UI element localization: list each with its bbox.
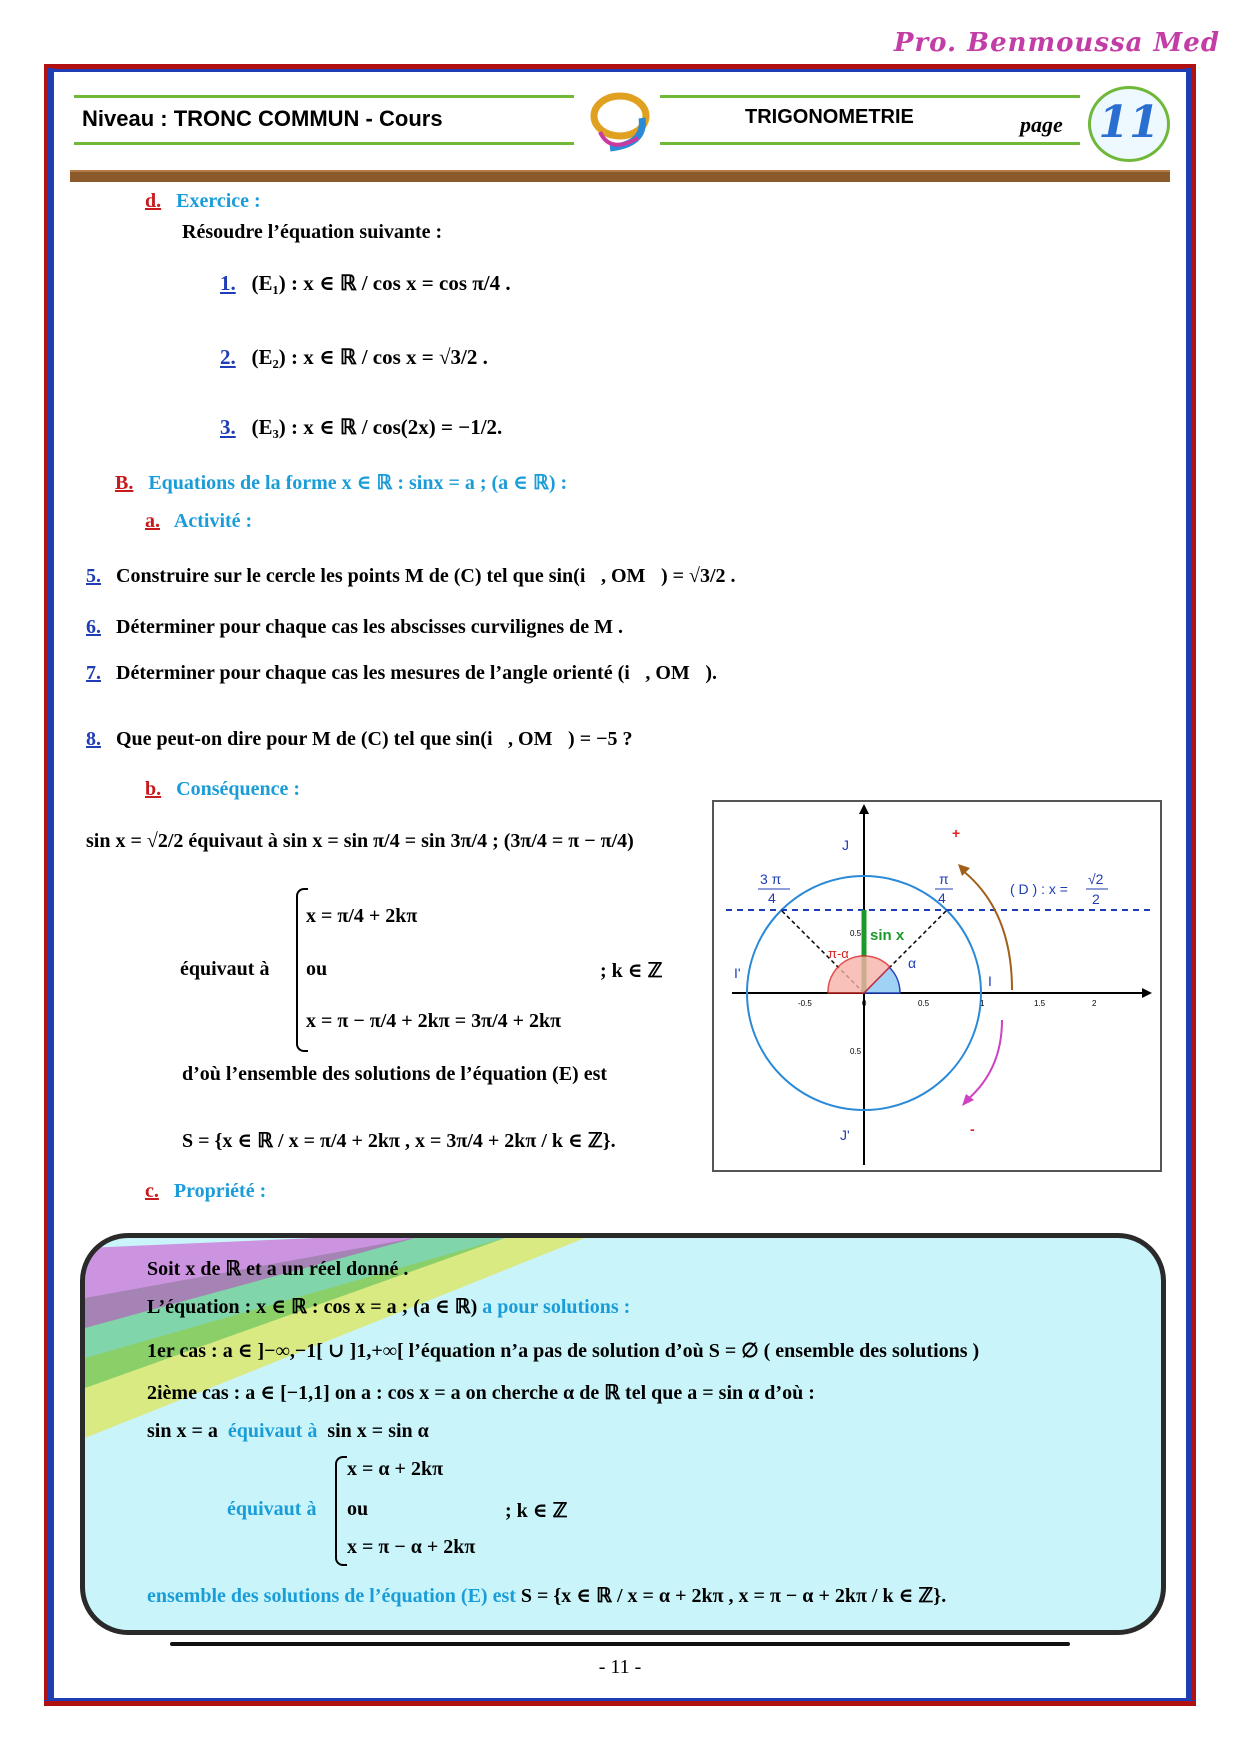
prop-line-5 bbox=[147, 1420, 429, 1443]
property-marker: c. bbox=[145, 1180, 159, 1202]
prop-line-4 bbox=[147, 1380, 815, 1405]
prop-equiv-1: équivaut à bbox=[227, 1420, 318, 1442]
exercise-title: Exercice : bbox=[176, 190, 261, 212]
item-text: Que peut-on dire pour M de (C) tel que sin(i⃗, OM⃗) = −5 ? bbox=[116, 728, 633, 750]
tick-m05: -0.5 bbox=[798, 999, 812, 1008]
page-number: - 11 - bbox=[598, 1656, 642, 1678]
label-3pi4-top: 3 π bbox=[760, 871, 782, 887]
label-plus: + bbox=[952, 825, 961, 841]
property-heading bbox=[145, 1180, 266, 1203]
activity-title: Activité : bbox=[173, 510, 253, 532]
item-text: (E₁) : x ∈ ℝ / cos x = cos π/4 . bbox=[251, 271, 511, 295]
label-i: I bbox=[988, 973, 992, 989]
label-d-num: √2 bbox=[1088, 871, 1104, 887]
label-d-den: 2 bbox=[1092, 891, 1100, 907]
label-jp: J' bbox=[840, 1127, 850, 1143]
label-d: ( D ) : x = bbox=[1010, 881, 1068, 897]
prop-sinx-sinalpha: sin x = sin α bbox=[327, 1420, 429, 1442]
tick-05: 0.5 bbox=[918, 999, 930, 1008]
exercise-item-2 bbox=[220, 344, 488, 370]
prop-sinx-a: sin x = a bbox=[147, 1420, 218, 1442]
solutions-intro: d’où l’ensemble des solutions de l’équation (E) est bbox=[182, 1063, 608, 1085]
kz-label: ; k ∈ ℤ bbox=[600, 960, 663, 982]
exercise-intro: Résoudre l’équation suivante : bbox=[182, 221, 443, 243]
header-line-bottom-left bbox=[74, 142, 574, 145]
label-pi4-top: π bbox=[939, 871, 949, 887]
label-sinx: sin x bbox=[870, 927, 905, 944]
section-b-marker: B. bbox=[115, 472, 134, 494]
prop-line-1: Soit x de ℝ et a un réel donné . bbox=[147, 1258, 409, 1280]
header-line-top-left bbox=[74, 95, 574, 98]
item-number: 3. bbox=[220, 415, 236, 439]
tick-y05: 0.5 bbox=[850, 929, 862, 938]
prop-solutions-intro: ensemble des solutions de l’équation (E) est bbox=[147, 1585, 516, 1607]
prop-line-3 bbox=[147, 1338, 979, 1363]
property-title: Propriété : bbox=[173, 1180, 267, 1202]
label-minus: - bbox=[970, 1121, 975, 1137]
label-pi4-bot: 4 bbox=[938, 890, 946, 906]
case-ou: ou bbox=[306, 958, 328, 980]
exercise-item-1 bbox=[220, 270, 511, 296]
section-b-heading bbox=[115, 470, 567, 495]
case-2: x = π − π/4 + 2kπ = 3π/4 + 2kπ bbox=[306, 1010, 562, 1032]
tick-1: 1 bbox=[980, 999, 985, 1008]
label-j: J bbox=[842, 837, 849, 853]
header-band bbox=[70, 170, 1170, 182]
frame-left bbox=[44, 68, 54, 1700]
activity-item-7 bbox=[86, 662, 717, 685]
item-number: 6. bbox=[86, 616, 101, 638]
subject-title: TRIGONOMETRIE bbox=[745, 106, 914, 128]
author-name: Pro. Benmoussa Med bbox=[893, 28, 1220, 58]
tick-0: 0 bbox=[862, 999, 867, 1008]
item-text: Déterminer pour chaque cas les mesures de l’angle orienté (i⃗, OM⃗). bbox=[116, 662, 718, 684]
label-pi-alpha: π-α bbox=[828, 946, 849, 961]
prop-case-b: x = π − α + 2kπ bbox=[347, 1536, 476, 1558]
label-alpha: α bbox=[908, 955, 917, 971]
property-box bbox=[80, 1233, 1166, 1635]
item-text: Déterminer pour chaque cas les abscisses curvilignes de M . bbox=[116, 616, 624, 638]
item-number: 8. bbox=[86, 728, 101, 750]
prop-solutions-label: a pour solutions : bbox=[482, 1296, 631, 1318]
unit-circle-figure bbox=[712, 800, 1162, 1172]
frame-top bbox=[44, 64, 1196, 72]
exercise-heading bbox=[145, 190, 261, 213]
consequence-heading bbox=[145, 778, 300, 801]
exercise-marker: d. bbox=[145, 190, 162, 212]
prop-case-2: 2ième cas : bbox=[147, 1382, 241, 1404]
prop-case-2-text: a ∈ [−1,1] on a : cos x = a on cherche α de ℝ tel que a = sin α d’où : bbox=[245, 1382, 815, 1404]
prop-line-2 bbox=[147, 1294, 630, 1319]
equiv-label: équivaut à bbox=[180, 958, 270, 980]
prop-case-1-text: a ∈ ]−∞,−1[ ∪ ]1,+∞[ l’équation n’a pas de solution d’où S = ∅ ( ensemble des solutions ) bbox=[222, 1340, 980, 1362]
prop-case-a: x = α + 2kπ bbox=[347, 1458, 444, 1480]
prop-equation: L’équation : x ∈ ℝ : cos x = a ; (a ∈ ℝ) bbox=[147, 1296, 478, 1318]
activity-marker: a. bbox=[145, 510, 160, 532]
frame-bottom bbox=[44, 1698, 1196, 1706]
page-word: page bbox=[1020, 112, 1063, 137]
page-badge: 11 bbox=[1088, 86, 1170, 162]
exercise-item-3 bbox=[220, 414, 502, 440]
case-1: x = π/4 + 2kπ bbox=[306, 905, 418, 927]
solution-set: S = {x ∈ ℝ / x = π/4 + 2kπ , x = 3π/4 + 2kπ / k ∈ ℤ}. bbox=[182, 1130, 616, 1152]
footer-line bbox=[170, 1642, 1070, 1646]
consequence-marker: b. bbox=[145, 778, 162, 800]
item-number: 1. bbox=[220, 271, 236, 295]
prop-case-1: 1er cas : bbox=[147, 1340, 218, 1362]
consequence-line-1: sin x = √2/2 équivaut à sin x = sin π/4 = sin 3π/4 ; (3π/4 = π − π/4) bbox=[86, 830, 634, 852]
consequence-title: Conséquence : bbox=[176, 778, 301, 800]
level-title: Niveau : TRONC COMMUN - Cours bbox=[82, 106, 443, 131]
header-line-top-right bbox=[660, 95, 1080, 98]
item-number: 5. bbox=[86, 565, 101, 587]
activity-heading bbox=[145, 510, 252, 533]
item-text: Construire sur le cercle les points M de (C) tel que sin(i⃗, OM⃗) = √3/2 . bbox=[116, 565, 736, 587]
item-number: 2. bbox=[220, 345, 236, 369]
header-line-bottom-right bbox=[660, 142, 1080, 145]
frame-right bbox=[1186, 68, 1196, 1700]
tick-2: 2 bbox=[1092, 999, 1097, 1008]
activity-item-5 bbox=[86, 565, 736, 588]
prop-line-7 bbox=[147, 1583, 946, 1608]
prop-solution-set: S = {x ∈ ℝ / x = α + 2kπ , x = π − α + 2kπ / k ∈ ℤ}. bbox=[520, 1585, 947, 1607]
tick-yn05: 0.5 bbox=[850, 1047, 862, 1056]
activity-item-8 bbox=[86, 728, 633, 751]
logo-icon bbox=[580, 88, 660, 158]
prop-kz: ; k ∈ ℤ bbox=[505, 1500, 568, 1522]
label-ip: I' bbox=[734, 965, 741, 981]
prop-equiv-2: équivaut à bbox=[227, 1498, 317, 1520]
item-text: (E₃) : x ∈ ℝ / cos(2x) = −1/2. bbox=[251, 415, 503, 439]
tick-15: 1.5 bbox=[1034, 999, 1046, 1008]
label-3pi4-bot: 4 bbox=[768, 890, 776, 906]
item-number: 7. bbox=[86, 662, 101, 684]
section-b-title: Equations de la forme x ∈ ℝ : sinx = a ; (a ∈ ℝ) : bbox=[148, 472, 568, 494]
activity-item-6 bbox=[86, 616, 623, 639]
prop-brace bbox=[335, 1456, 347, 1566]
prop-case-ou: ou bbox=[347, 1498, 369, 1520]
item-text: (E₂) : x ∈ ℝ / cos x = √3/2 . bbox=[251, 345, 488, 369]
